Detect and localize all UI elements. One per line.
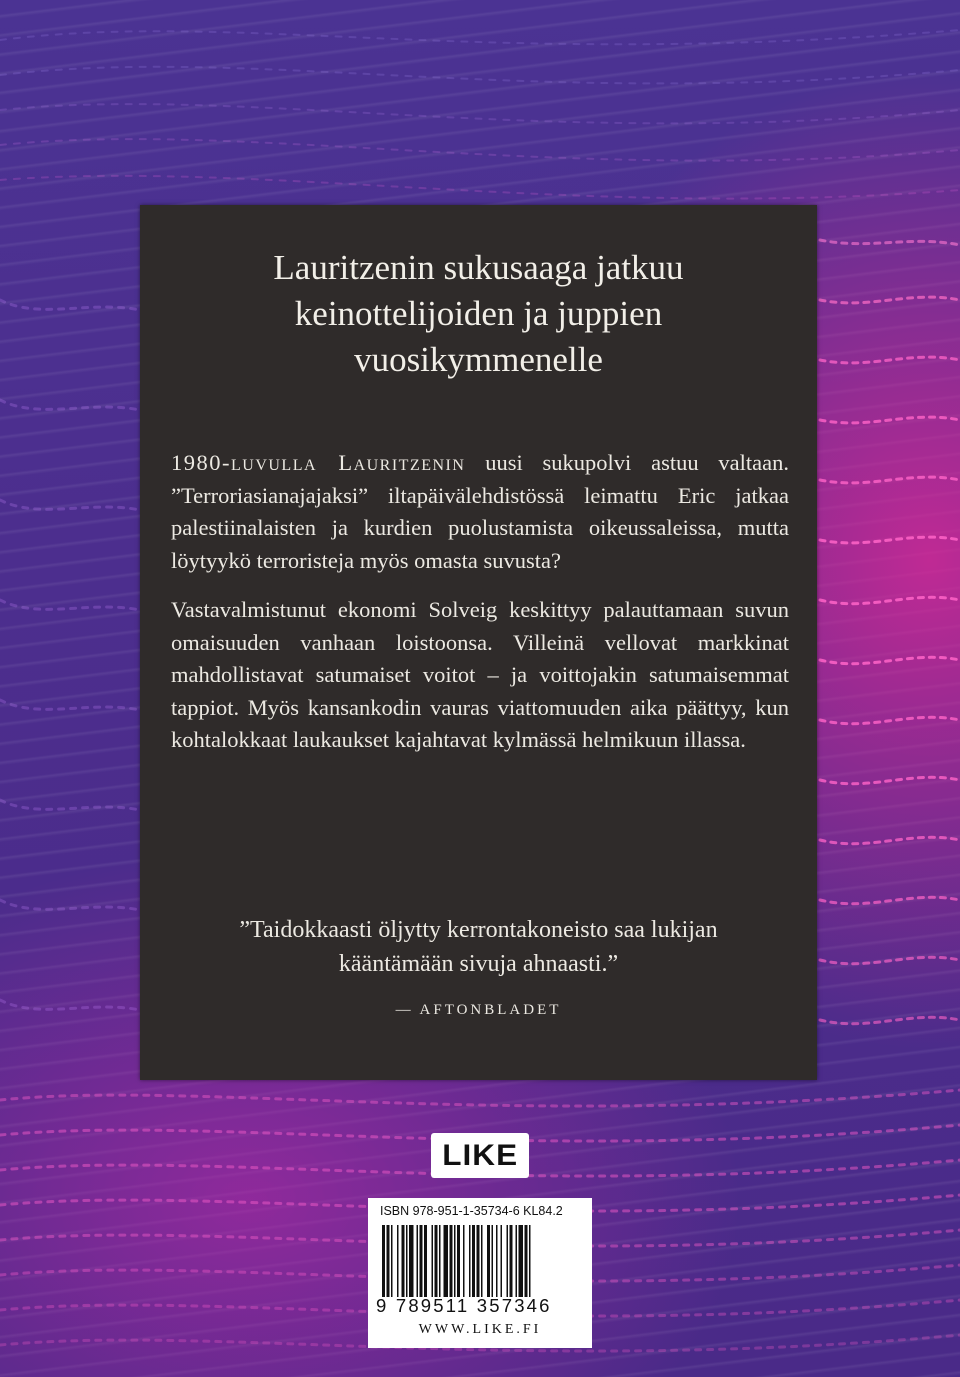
barcode-bar	[454, 1225, 456, 1297]
barcode-bar	[525, 1225, 528, 1297]
review-quote-line-2: kääntämään sivuja ahnaasti.”	[338, 951, 619, 977]
review-quote	[140, 913, 817, 981]
barcode-digits: 9 789511 357346	[376, 1295, 552, 1316]
barcode-bar	[420, 1225, 423, 1297]
barcode-bar	[391, 1225, 393, 1297]
barcode-bar	[439, 1225, 441, 1297]
headline-line-2: keinottelijoiden ja juppien	[294, 294, 663, 333]
barcode-label	[368, 1198, 592, 1348]
barcode-bar	[417, 1225, 419, 1297]
headline-line-1: Lauritzenin sukusaaga jatkuu	[273, 248, 684, 287]
barcode-bar	[492, 1225, 494, 1297]
barcode-bar	[516, 1225, 518, 1297]
barcode-bar	[432, 1225, 434, 1297]
review-quote-line-1: ”Taidokkaasti öljytty kerrontakoneisto saa lukijan	[239, 917, 718, 943]
barcode-bar	[382, 1225, 385, 1297]
barcode-bar	[519, 1225, 524, 1297]
barcode-bar	[469, 1225, 471, 1297]
barcode-bar	[507, 1225, 509, 1297]
publisher-logo-text: LIKE	[442, 1138, 518, 1172]
paragraph-1	[171, 447, 789, 577]
barcode-bar	[477, 1225, 480, 1297]
barcode-bar	[496, 1225, 498, 1297]
barcode-bar	[481, 1225, 483, 1297]
barcode-bar	[397, 1225, 399, 1297]
blurb-panel	[140, 205, 817, 1080]
barcode-bar	[463, 1225, 465, 1297]
barcode-bars	[382, 1225, 578, 1297]
paragraph-1-lead: 1980-luvulla Lauritzenin	[171, 450, 466, 475]
blurb-body	[171, 447, 789, 774]
barcode-bar	[406, 1225, 408, 1297]
barcode-bar	[444, 1225, 449, 1297]
barcode-bar	[435, 1225, 438, 1297]
publisher-logo	[431, 1133, 529, 1178]
headline-line-3: vuosikymmenelle	[354, 340, 603, 379]
barcode-bar	[450, 1225, 453, 1297]
barcode-bar	[501, 1225, 503, 1297]
barcode-bar	[510, 1225, 513, 1297]
barcode-bar	[487, 1225, 490, 1297]
barcode-bar	[424, 1225, 427, 1297]
headline	[140, 245, 817, 383]
barcode-bar	[457, 1225, 460, 1297]
publisher-url: WWW.LIKE.FI	[418, 1322, 542, 1337]
barcode-bar	[529, 1225, 531, 1297]
barcode-bar	[387, 1225, 390, 1297]
barcode-bar	[409, 1225, 414, 1297]
paragraph-1-text: uusi sukupolvi astuu valtaan. ”Terroriasianajajaksi” iltapäivälehdistössä leimattu Eric jatkaa palestiinalaisten ja kurdien puolustamista oikeussaleissa, mutta löytyykö terroristeja myös omasta suvusta?	[171, 450, 789, 573]
paragraph-2: Vastavalmistunut ekonomi Solveig keskittyy palauttamaan suvun omaisuuden vanhaan loistoonsa. Villeinä vellovat markkinat mahdollistavat satumaiset voitot – ja voittojakin satumaisemmat tappiot. Myös kansankodin vauras viattomuuden aika päättyy, kun kohtalokkaat laukaukset kajahtavat kylmässä helmikuun illassa.	[171, 597, 789, 752]
review-source: — AFTONBLADET	[395, 1002, 562, 1018]
barcode-bar	[402, 1225, 405, 1297]
isbn-text: ISBN 978-951-1-35734-6 KL84.2	[380, 1204, 563, 1218]
barcode-bar	[472, 1225, 475, 1297]
